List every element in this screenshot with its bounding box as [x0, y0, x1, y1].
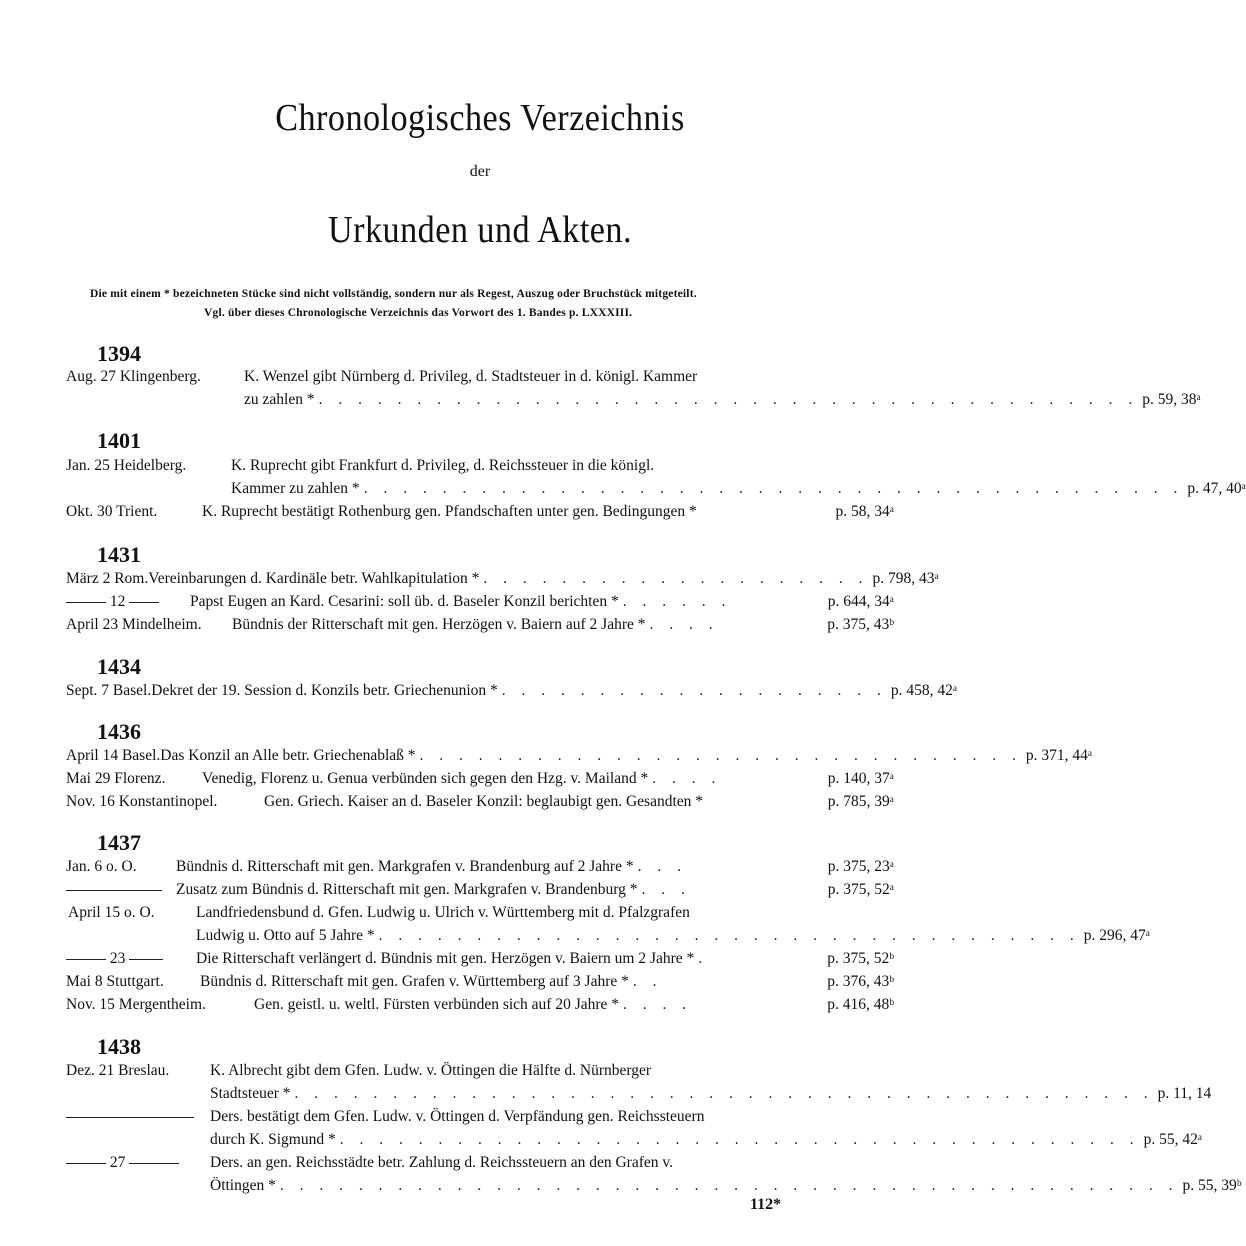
entry-date: Jan. 25 Heidelberg. — [66, 457, 187, 474]
page-number: 112* — [750, 1196, 782, 1213]
ditto-dash — [66, 959, 106, 960]
year-heading: 1437 — [97, 830, 141, 855]
year-heading: 1431 — [97, 542, 141, 567]
entry-text: Gen. geistl. u. weltl. Fürsten verbünden sich auf 20 Jahre * — [254, 996, 620, 1013]
entry-reference: p. 59, 38ᵃ — [1142, 391, 1201, 408]
list-item — [66, 503, 894, 521]
leader-dots: . . . — [637, 858, 687, 875]
year-heading: 1436 — [97, 719, 141, 744]
entry-date: April 14 Basel. — [66, 747, 161, 764]
year-heading: 1394 — [97, 341, 141, 366]
list-item — [66, 1062, 826, 1080]
entry-text: Gen. Griech. Kaiser an d. Baseler Konzil: beglaubigt gen. Gesandten * — [264, 793, 704, 810]
entry-text: Ludwig u. Otto auf 5 Jahre * — [196, 927, 375, 944]
entry-reference: p. 55, 39ᵇ — [1182, 1177, 1242, 1194]
page-subtitle: Urkunden und Akten. — [328, 209, 632, 251]
entry-text: Ders. an gen. Reichsstädte betr. Zahlung d. Reichssteuern an den Grafen v. — [210, 1154, 673, 1171]
ditto-dash — [66, 1163, 106, 1164]
entry-date — [66, 950, 196, 968]
entry-text: Ders. bestätigt dem Gfen. Ludw. v. Öttingen d. Verpfändung gen. Reichssteuern — [210, 1108, 705, 1125]
entry-date: Aug. 27 Klingenberg. — [66, 368, 201, 385]
list-item — [66, 593, 894, 611]
year-heading: 1401 — [97, 428, 141, 453]
entry-date: Nov. 15 Mergentheim. — [66, 996, 206, 1013]
leader-dots: . . . . . . — [622, 593, 732, 610]
leader-dots: . . . . . . . . . . . . . . . . . . . . . . . . . . . . . . . . . . . . — [378, 927, 1080, 944]
entry-day: 12 — [109, 593, 126, 610]
entry-reference: p. 47, 40ᵃ — [1187, 480, 1246, 497]
entry-text: Venedig, Florenz u. Genua verbünden sich gegen den Hzg. v. Mailand * — [202, 770, 649, 787]
entry-text: Vereinbarungen d. Kardinäle betr. Wahlkapitulation * — [148, 570, 480, 587]
list-item — [66, 950, 894, 968]
entry-day: 23 — [109, 950, 126, 967]
entry-text: Bündnis d. Ritterschaft mit gen. Grafen v. Württemberg auf 3 Jahre * — [200, 973, 629, 990]
leader-dots: . . . . — [652, 770, 722, 787]
entry-text: Landfriedensbund d. Gfen. Ludwig u. Ulrich v. Württemberg mit d. Pfalzgrafen — [196, 904, 690, 921]
list-item — [66, 793, 894, 811]
leader-dots: . . . . . . . . . . . . . . . . . . . . . . . . . . . . . . . . . . . . . . . . . . — [363, 480, 1184, 497]
entry-reference: p. 375, 23ᵃ — [827, 858, 894, 875]
entry-text: Kammer zu zahlen * — [231, 480, 360, 497]
entry-date: Mai 8 Stuttgart. — [66, 973, 164, 990]
entry-reference: p. 11, 14 — [1157, 1085, 1212, 1102]
leader-dots: . . . . . . . . . . . . . . . . . . . . — [501, 682, 887, 699]
list-item — [66, 1108, 826, 1126]
entry-text: Bündnis d. Ritterschaft mit gen. Markgrafen v. Brandenburg auf 2 Jahre * — [176, 858, 634, 875]
entry-reference: p. 55, 42ᵃ — [1143, 1131, 1203, 1148]
list-item — [210, 1177, 1242, 1195]
entry-date — [66, 1154, 210, 1172]
entry-text: K. Ruprecht bestätigt Rothenburg gen. Pfandschaften unter gen. Bedingungen * — [202, 503, 697, 520]
entry-reference: p. 371, 44ᵃ — [1025, 747, 1093, 764]
ditto-dash — [66, 1117, 194, 1118]
entry-reference: p. 375, 43ᵇ — [827, 616, 894, 633]
entry-date: April 15 o. O. — [68, 904, 155, 921]
entry-text: Zusatz zum Bündnis d. Ritterschaft mit gen. Markgrafen v. Brandenburg * — [176, 881, 638, 898]
ditto-dash — [129, 1163, 179, 1164]
list-item — [210, 1131, 1203, 1149]
ditto-dash — [129, 959, 163, 960]
entry-reference: p. 458, 42ᵃ — [890, 682, 958, 699]
list-item — [68, 904, 828, 922]
entry-date: März 2 Rom. — [66, 570, 149, 587]
entry-reference: p. 140, 37ᵃ — [827, 770, 894, 787]
entry-text: Dekret der 19. Session d. Konzils betr. Griechenunion * — [151, 682, 498, 699]
list-item — [66, 1154, 826, 1172]
entry-text: Papst Eugen an Kard. Cesarini: soll üb. d. Baseler Konzil berichten * — [190, 593, 619, 610]
leader-dots: . . . . . . . . . . . . . . . . . . . . . . . . . . . . . . . . . . . . . . . . . . . . . . — [279, 1177, 1179, 1194]
note-line-1: Die mit einem * bezeichneten Stücke sind nicht vollständig, sondern nur als Regest, Auszug oder Bruchstück mitgeteilt. — [90, 288, 697, 300]
entry-reference: p. 375, 52ᵇ — [827, 950, 894, 967]
entry-day: 27 — [109, 1154, 126, 1171]
leader-dots: . . — [632, 973, 663, 990]
list-item — [66, 570, 939, 588]
list-item — [66, 973, 894, 991]
entry-text: zu zahlen * — [244, 391, 315, 408]
year-heading: 1438 — [97, 1034, 141, 1059]
list-item — [66, 996, 894, 1014]
leader-dots: . . . . . . . . . . . . . . . . . . . . — [483, 570, 869, 587]
title-connector: der — [469, 163, 491, 180]
entry-reference: p. 296, 47ᵃ — [1083, 927, 1151, 944]
entry-date — [66, 1108, 210, 1126]
entry-date — [66, 881, 176, 899]
entry-reference: p. 644, 34ᵃ — [827, 593, 894, 610]
list-item — [66, 616, 894, 634]
entry-date: Okt. 30 Trient. — [66, 503, 158, 520]
leader-dots: . . . . — [649, 616, 719, 633]
leader-dots: . . . . . . . . . . . . . . . . . . . . . . . . . . . . . . . . . . . . . . . . . . — [318, 391, 1139, 408]
list-item — [66, 747, 1093, 765]
entry-text: Bündnis der Ritterschaft mit gen. Herzögen v. Baiern auf 2 Jahre * — [232, 616, 646, 633]
entry-reference: p. 58, 34ᵃ — [835, 503, 894, 520]
leader-dots: . — [698, 950, 709, 967]
ditto-dash — [66, 890, 162, 891]
list-item — [196, 927, 1151, 945]
entry-date: April 23 Mindelheim. — [66, 616, 202, 633]
entry-text: Die Ritterschaft verlängert d. Bündnis mit gen. Herzögen v. Baiern um 2 Jahre * — [196, 950, 695, 967]
entry-reference: p. 416, 48ᵇ — [827, 996, 894, 1013]
leader-dots: . . . . . . . . . . . . . . . . . . . . . . . . . . . . . . . — [419, 747, 1022, 764]
entry-reference: p. 785, 39ᵃ — [827, 793, 894, 810]
entry-date: Nov. 16 Konstantinopel. — [66, 793, 218, 810]
entry-text: Öttingen * — [210, 1177, 276, 1194]
list-item — [66, 457, 826, 475]
list-item — [66, 368, 816, 386]
ditto-dash — [129, 602, 159, 603]
list-item — [66, 881, 894, 899]
list-item — [66, 770, 894, 788]
entry-date: Jan. 6 o. O. — [66, 858, 137, 875]
ditto-dash — [66, 602, 106, 603]
entry-text: durch K. Sigmund * — [210, 1131, 336, 1148]
list-item — [210, 1085, 1212, 1103]
page-title: Chronologisches Verzeichnis — [275, 97, 685, 139]
entry-text: Das Konzil an Alle betr. Griechenablaß * — [160, 747, 416, 764]
list-item — [66, 682, 958, 700]
entry-reference: p. 375, 52ᵃ — [827, 881, 894, 898]
list-item — [66, 858, 894, 876]
list-item — [231, 480, 1246, 498]
leader-dots: . . . — [641, 881, 691, 898]
entry-text: K. Wenzel gibt Nürnberg d. Privileg, d. Stadtsteuer in d. königl. Kammer — [244, 368, 698, 385]
leader-dots: . . . . . . . . . . . . . . . . . . . . . . . . . . . . . . . . . . . . . . . . . — [339, 1131, 1140, 1148]
entry-date: Sept. 7 Basel. — [66, 682, 152, 699]
entry-date: Mai 29 Florenz. — [66, 770, 166, 787]
entry-text: Stadtsteuer * — [210, 1085, 291, 1102]
leader-dots: . . . . . . . . . . . . . . . . . . . . . . . . . . . . . . . . . . . . . . . . . . . . — [294, 1085, 1154, 1102]
entry-reference: p. 376, 43ᵇ — [827, 973, 894, 990]
note-line-2: Vgl. über dieses Chronologische Verzeichnis das Vorwort des 1. Bandes p. LXXXIII. — [204, 307, 633, 319]
list-item — [244, 391, 1201, 409]
entry-text: K. Ruprecht gibt Frankfurt d. Privileg, d. Reichssteuer in die königl. — [231, 457, 655, 474]
entry-reference: p. 798, 43ᵃ — [872, 570, 939, 587]
entry-date: Dez. 21 Breslau. — [66, 1062, 170, 1079]
leader-dots: . . . . — [623, 996, 693, 1013]
year-heading: 1434 — [97, 654, 141, 679]
entry-date — [66, 593, 190, 611]
entry-text: K. Albrecht gibt dem Gfen. Ludw. v. Öttingen die Hälfte d. Nürnberger — [210, 1062, 652, 1079]
